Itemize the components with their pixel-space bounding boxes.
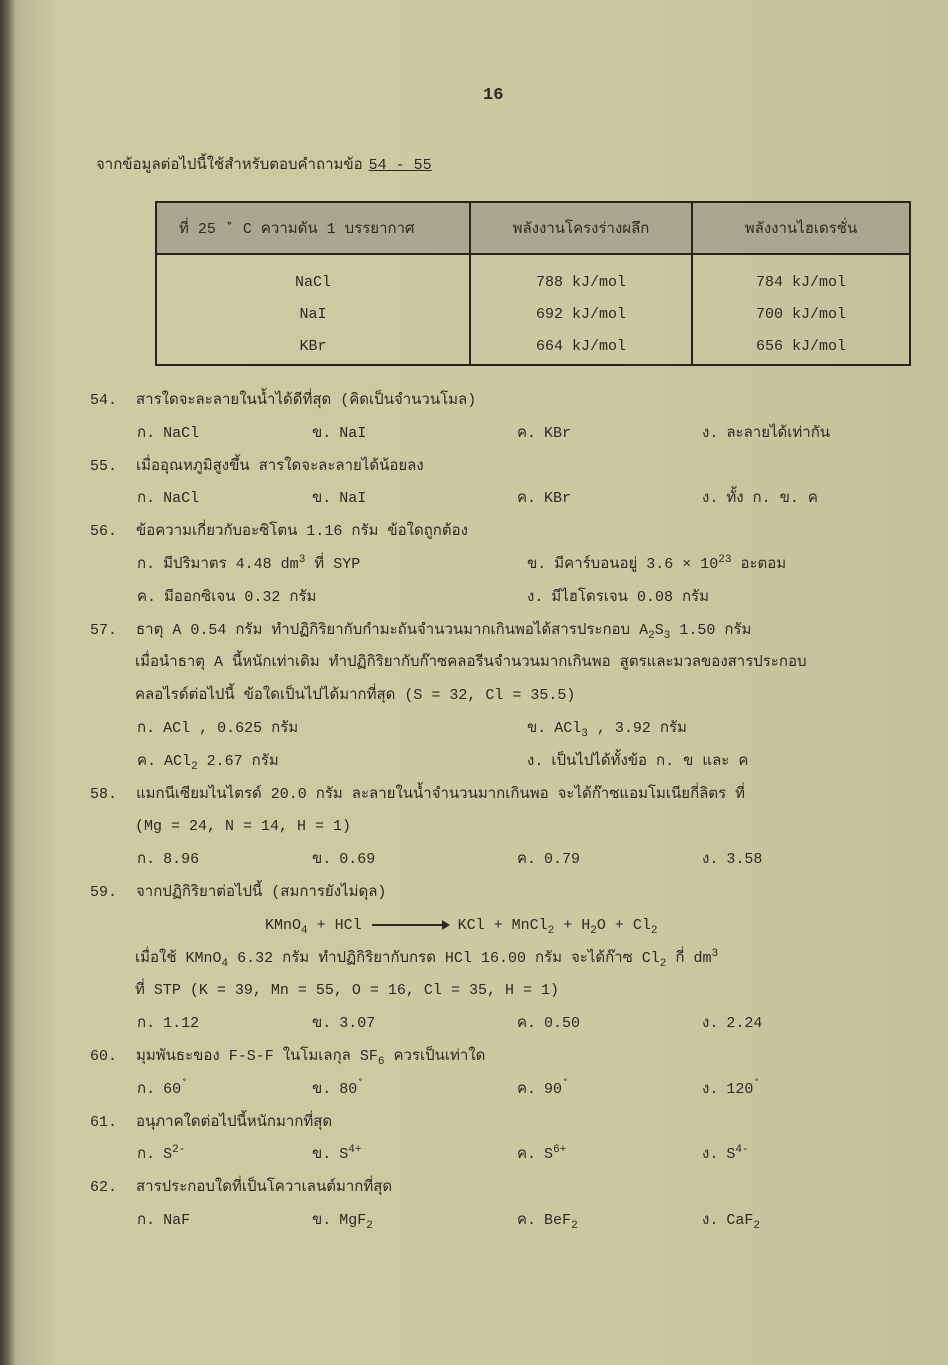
text-run: มีคาร์บอนอยู่ 3.6 × 10 bbox=[554, 555, 719, 573]
answer-option bbox=[137, 746, 527, 779]
option-label: ง. bbox=[702, 1015, 719, 1033]
text-run: แมกนีเซียมไนไตรด์ 20.0 กรัม ละลายในน้ำจำนวนมากเกินพอ จะได้ก๊าซแอมโมเนียกี่ลิตร ที่ bbox=[136, 785, 746, 803]
text-run: อนุภาคใดต่อไปนี้หนักมากที่สุด bbox=[136, 1113, 333, 1131]
question-text-line bbox=[90, 1107, 930, 1140]
option-label: ง. bbox=[702, 1211, 719, 1229]
option-label: ก. bbox=[137, 1015, 156, 1033]
option-label: ค. bbox=[517, 490, 537, 508]
option-label: ค. bbox=[517, 1080, 537, 1098]
superscript: ˚ bbox=[562, 1078, 569, 1091]
superscript: ˚ bbox=[181, 1078, 188, 1091]
text-run: , 3.92 กรัม bbox=[587, 719, 687, 737]
subscript: 2 bbox=[650, 924, 658, 937]
hydration-energy-column bbox=[692, 254, 910, 365]
text-run: มีออกซิเจน 0.32 กรัม bbox=[164, 588, 317, 606]
question-number: 54. bbox=[90, 392, 118, 409]
answer-option bbox=[517, 1205, 702, 1238]
answer-option bbox=[702, 1008, 887, 1041]
option-label: ง. bbox=[702, 424, 719, 442]
text-run: S bbox=[654, 621, 664, 639]
option-label: ข. bbox=[527, 555, 547, 573]
text-run: CaF bbox=[726, 1211, 754, 1229]
table-cell: KBr bbox=[299, 338, 327, 355]
text-run: เมื่ออุณหภูมิสูงขึ้น สารใดจะละลายได้น้อยลง bbox=[136, 457, 424, 475]
option-label: ก. bbox=[137, 719, 156, 737]
subscript: 2 bbox=[753, 1219, 760, 1232]
subscript: 2 bbox=[590, 924, 597, 937]
answer-option bbox=[312, 418, 517, 451]
question-text-line bbox=[90, 680, 930, 713]
text-run: 2.24 bbox=[726, 1015, 763, 1033]
text-run: 0.69 bbox=[339, 851, 376, 869]
option-label: ง. bbox=[702, 851, 719, 869]
answer-option bbox=[527, 582, 917, 615]
answer-option bbox=[137, 1139, 312, 1172]
text-run: ละลายได้เท่ากัน bbox=[726, 424, 831, 442]
text-run: จากปฏิกิริยาต่อไปนี้ (สมการยังไม่ดุล) bbox=[136, 883, 387, 901]
text-run: เมื่อนำธาตุ A นี้หนักเท่าเดิม ทำปฏิกิริยากับก๊าซคลอรีนจำนวนมากเกินพอ สูตรและมวลของสารประกอบ bbox=[135, 654, 807, 672]
subscript: 2 bbox=[648, 629, 655, 642]
text-run: O + Cl bbox=[596, 916, 651, 934]
text-run: S bbox=[544, 1146, 554, 1164]
answer-option bbox=[517, 418, 702, 451]
text-run: KBr bbox=[544, 424, 572, 442]
text-run: 6.32 กรัม ทำปฏิกิริยากับกรด HCl 16.00 กรัม จะได้ก๊าซ Cl bbox=[228, 949, 660, 967]
answer-option bbox=[517, 844, 702, 877]
table-cell: NaI bbox=[299, 306, 327, 323]
option-label: ก. bbox=[137, 1211, 156, 1229]
option-label: ง. bbox=[702, 1146, 719, 1164]
table-cell: 788 kJ/mol bbox=[535, 274, 626, 291]
text-run: ควรเป็นเท่าใด bbox=[384, 1047, 486, 1065]
answer-option bbox=[702, 844, 887, 877]
answer-option bbox=[702, 1074, 887, 1107]
answer-options bbox=[90, 1074, 930, 1107]
answer-options bbox=[90, 418, 930, 451]
option-label: ก. bbox=[137, 490, 156, 508]
subscript: 6 bbox=[377, 1055, 385, 1068]
table-cell: 692 kJ/mol bbox=[535, 306, 626, 323]
text-run: (Mg = 24, N = 14, H = 1) bbox=[135, 818, 352, 836]
question-number: 55. bbox=[90, 457, 118, 475]
text-run: ที่ SYP bbox=[305, 555, 361, 573]
reaction-arrow-icon bbox=[372, 924, 448, 926]
question-62 bbox=[90, 1172, 930, 1238]
answer-options bbox=[90, 1008, 930, 1041]
option-label: ข. bbox=[312, 1211, 332, 1229]
answer-options bbox=[90, 746, 930, 779]
text-run: MgF bbox=[339, 1211, 367, 1229]
option-label: ค. bbox=[137, 588, 157, 606]
intro-text bbox=[96, 152, 432, 176]
question-number: 62. bbox=[90, 1179, 118, 1197]
answer-options bbox=[90, 1139, 930, 1172]
text-run: 90 bbox=[544, 1080, 563, 1098]
question-text-line bbox=[90, 615, 930, 648]
lattice-energy-column bbox=[470, 254, 692, 365]
answer-option bbox=[517, 1008, 702, 1041]
option-label: ง. bbox=[527, 752, 544, 770]
subscript: 2 bbox=[571, 1219, 578, 1232]
answer-options bbox=[90, 713, 930, 746]
question-text-line bbox=[90, 779, 930, 812]
text-run: BeF bbox=[544, 1211, 572, 1229]
option-label: ข. bbox=[312, 851, 332, 869]
answer-option bbox=[702, 1205, 887, 1238]
question-text-line bbox=[90, 943, 930, 976]
answer-option bbox=[702, 1139, 887, 1172]
question-54 bbox=[90, 385, 930, 451]
question-number: 59. bbox=[90, 883, 118, 901]
table-cell: NaCl bbox=[294, 274, 331, 291]
answer-option bbox=[312, 844, 517, 877]
text-run: 0.79 bbox=[544, 851, 581, 869]
text-run: ACl , 0.625 กรัม bbox=[163, 719, 299, 737]
option-label: ก. bbox=[137, 1146, 156, 1164]
option-label: ข. bbox=[312, 1146, 332, 1164]
answer-option bbox=[137, 483, 312, 516]
answer-option bbox=[702, 483, 887, 516]
text-run: + HCl bbox=[307, 916, 362, 934]
question-text-line bbox=[90, 811, 930, 844]
table-header-row bbox=[156, 202, 910, 254]
question-58 bbox=[90, 779, 930, 877]
option-label: ก. bbox=[137, 424, 156, 442]
text-run: S bbox=[726, 1146, 736, 1164]
subscript: 2 bbox=[547, 924, 555, 937]
text-run: 1.50 กรัม bbox=[670, 621, 752, 639]
question-text-line bbox=[90, 877, 930, 910]
option-label: ข. bbox=[312, 1015, 332, 1033]
text-run: KCl + MnCl bbox=[457, 916, 548, 934]
subscript: 3 bbox=[581, 727, 588, 740]
question-56 bbox=[90, 516, 930, 614]
answer-option bbox=[527, 746, 917, 779]
text-run: ทั้ง ก. ข. ค bbox=[726, 490, 818, 508]
text-run: คลอไรด์ต่อไปนี้ ข้อใดเป็นไปได้มากที่สุด (S = 32, Cl = 35.5) bbox=[135, 687, 576, 705]
text-run: 60 bbox=[163, 1080, 182, 1098]
question-text-line bbox=[90, 647, 930, 680]
question-text-line bbox=[90, 451, 930, 484]
text-run: 3.58 bbox=[726, 851, 763, 869]
text-run: ACl bbox=[164, 752, 192, 770]
answer-option bbox=[702, 418, 887, 451]
answer-options bbox=[90, 1205, 930, 1238]
text-run: 3.07 bbox=[339, 1015, 376, 1033]
text-run: 80 bbox=[339, 1080, 358, 1098]
question-61 bbox=[90, 1107, 930, 1173]
text-run: ที่ STP (K = 39, Mn = 55, O = 16, Cl = 35, H = 1) bbox=[135, 982, 559, 1000]
table-cell: 656 kJ/mol bbox=[755, 338, 846, 355]
question-number: 60. bbox=[90, 1047, 118, 1065]
question-text-line bbox=[90, 516, 930, 549]
option-label: ค. bbox=[517, 851, 537, 869]
question-number: 57. bbox=[90, 621, 118, 639]
option-label: ข. bbox=[312, 1080, 332, 1098]
header-conditions: ที่ 25 ˚ C ความดัน 1 บรรยากาศ bbox=[156, 202, 470, 254]
answer-option bbox=[517, 1074, 702, 1107]
text-run: KMnO bbox=[265, 916, 302, 934]
text-run: S bbox=[163, 1146, 173, 1164]
table-cell: 700 kJ/mol bbox=[755, 306, 846, 323]
answer-option bbox=[137, 549, 527, 582]
answer-option bbox=[312, 1074, 517, 1107]
option-label: ก. bbox=[137, 1080, 156, 1098]
text-run: 1.12 bbox=[163, 1015, 200, 1033]
text-run: NaI bbox=[339, 424, 367, 442]
option-label: ค. bbox=[517, 1211, 537, 1229]
answer-option bbox=[312, 1008, 517, 1041]
answer-option bbox=[137, 844, 312, 877]
option-label: ค. bbox=[517, 1146, 537, 1164]
subscript: 2 bbox=[659, 957, 667, 970]
text-run: NaI bbox=[339, 490, 367, 508]
option-label: ข. bbox=[312, 424, 332, 442]
answer-option bbox=[312, 1139, 517, 1172]
compound-column bbox=[156, 254, 470, 365]
chemical-equation bbox=[90, 910, 930, 943]
option-label: ค. bbox=[517, 1015, 537, 1033]
text-run: เมื่อใช้ KMnO bbox=[135, 949, 222, 967]
answer-options bbox=[90, 844, 930, 877]
answer-options bbox=[90, 549, 930, 582]
text-run: + H bbox=[554, 916, 591, 934]
answer-option bbox=[312, 483, 517, 516]
option-label: ข. bbox=[527, 719, 547, 737]
text-run: 120 bbox=[726, 1080, 754, 1098]
option-label: ก. bbox=[137, 555, 156, 573]
answer-option bbox=[137, 1205, 312, 1238]
text-run: ธาตุ A 0.54 กรัม ทำปฏิกิริยากับกำมะถันจำนวนมากเกินพอได้สารประกอบ A bbox=[136, 621, 649, 639]
superscript: 23 bbox=[718, 553, 732, 566]
superscript: 3 bbox=[298, 553, 306, 566]
text-run: NaF bbox=[163, 1211, 191, 1229]
text-run: NaCl bbox=[163, 490, 200, 508]
table-cell: 664 kJ/mol bbox=[535, 338, 626, 355]
question-number: 56. bbox=[90, 523, 118, 541]
superscript: 6+ bbox=[553, 1144, 567, 1157]
question-text-line bbox=[90, 975, 930, 1008]
text-run: เป็นไปได้ทั้งข้อ ก. ข และ ค bbox=[551, 752, 749, 770]
subscript: 2 bbox=[191, 760, 198, 773]
page-number: 16 bbox=[483, 86, 504, 105]
superscript: ˚ bbox=[753, 1078, 760, 1091]
answer-option bbox=[517, 1139, 702, 1172]
question-60 bbox=[90, 1041, 930, 1107]
text-run: สารใดจะละลายในน้ำได้ดีที่สุด (คิดเป็นจำนวนโมล) bbox=[136, 392, 477, 409]
question-59 bbox=[90, 877, 930, 1041]
text-run: กี่ dm bbox=[666, 949, 712, 967]
superscript: 3 bbox=[711, 947, 719, 960]
answer-option bbox=[312, 1205, 517, 1238]
answer-option bbox=[527, 713, 917, 746]
text-run: ข้อความเกี่ยวกับอะซิโตน 1.16 กรัม ข้อใดถูกต้อง bbox=[136, 523, 468, 541]
answer-option bbox=[137, 1074, 312, 1107]
answer-option bbox=[137, 1008, 312, 1041]
question-number: 61. bbox=[90, 1113, 118, 1131]
header-lattice-energy: พลังงานโครงร่างผลึก bbox=[470, 202, 692, 254]
answer-option bbox=[517, 483, 702, 516]
question-text-line bbox=[90, 1172, 930, 1205]
text-run: มีไฮโดรเจน 0.08 กรัม bbox=[551, 588, 709, 606]
question-text-line bbox=[90, 1041, 930, 1074]
superscript: ˚ bbox=[357, 1078, 364, 1091]
text-run: NaCl bbox=[163, 424, 200, 442]
option-label: ง. bbox=[527, 588, 544, 606]
question-number: 58. bbox=[90, 785, 118, 803]
answer-option bbox=[527, 549, 917, 582]
table-cell: 784 kJ/mol bbox=[755, 274, 846, 291]
option-label: ก. bbox=[137, 851, 156, 869]
answer-option bbox=[137, 418, 312, 451]
text-run: S bbox=[339, 1146, 349, 1164]
subscript: 4 bbox=[221, 957, 229, 970]
question-57 bbox=[90, 615, 930, 779]
answer-options bbox=[90, 483, 930, 516]
text-run: KBr bbox=[544, 490, 572, 508]
option-label: ง. bbox=[702, 1080, 719, 1098]
question-list bbox=[90, 385, 930, 1238]
question-55 bbox=[90, 451, 930, 517]
text-run: ACl bbox=[554, 719, 582, 737]
subscript: 4 bbox=[301, 924, 308, 937]
subscript: 2 bbox=[366, 1219, 373, 1232]
text-run: สารประกอบใดที่เป็นโควาเลนต์มากที่สุด bbox=[136, 1179, 393, 1197]
subscript: 3 bbox=[663, 629, 671, 642]
answer-option bbox=[137, 582, 527, 615]
intro-label: จากข้อมูลต่อไปนี้ใช้สำหรับตอบคำถามข้อ bbox=[96, 157, 363, 174]
text-run: 8.96 bbox=[163, 851, 200, 869]
text-run: อะตอม bbox=[731, 555, 787, 573]
text-run: มุมพันธะของ F-S-F ในโมเลกุล SF bbox=[136, 1047, 378, 1065]
header-hydration-energy: พลังงานไฮเดรชั่น bbox=[692, 202, 910, 254]
option-label: ค. bbox=[517, 424, 537, 442]
table-body-row bbox=[156, 254, 910, 365]
question-text-line bbox=[90, 385, 930, 418]
lattice-hydration-energy-table bbox=[155, 201, 911, 366]
text-run: 2.67 กรัม bbox=[197, 752, 279, 770]
superscript: 2- bbox=[172, 1144, 186, 1157]
superscript: 4+ bbox=[348, 1144, 362, 1157]
superscript: 4- bbox=[735, 1144, 749, 1157]
text-run: มีปริมาตร 4.48 dm bbox=[163, 555, 299, 573]
answer-options bbox=[90, 582, 930, 615]
answer-option bbox=[137, 713, 527, 746]
question-range: 54 - 55 bbox=[368, 157, 432, 174]
option-label: ข. bbox=[312, 490, 332, 508]
option-label: ง. bbox=[702, 490, 719, 508]
option-label: ค. bbox=[137, 752, 157, 770]
text-run: 0.50 bbox=[544, 1015, 581, 1033]
